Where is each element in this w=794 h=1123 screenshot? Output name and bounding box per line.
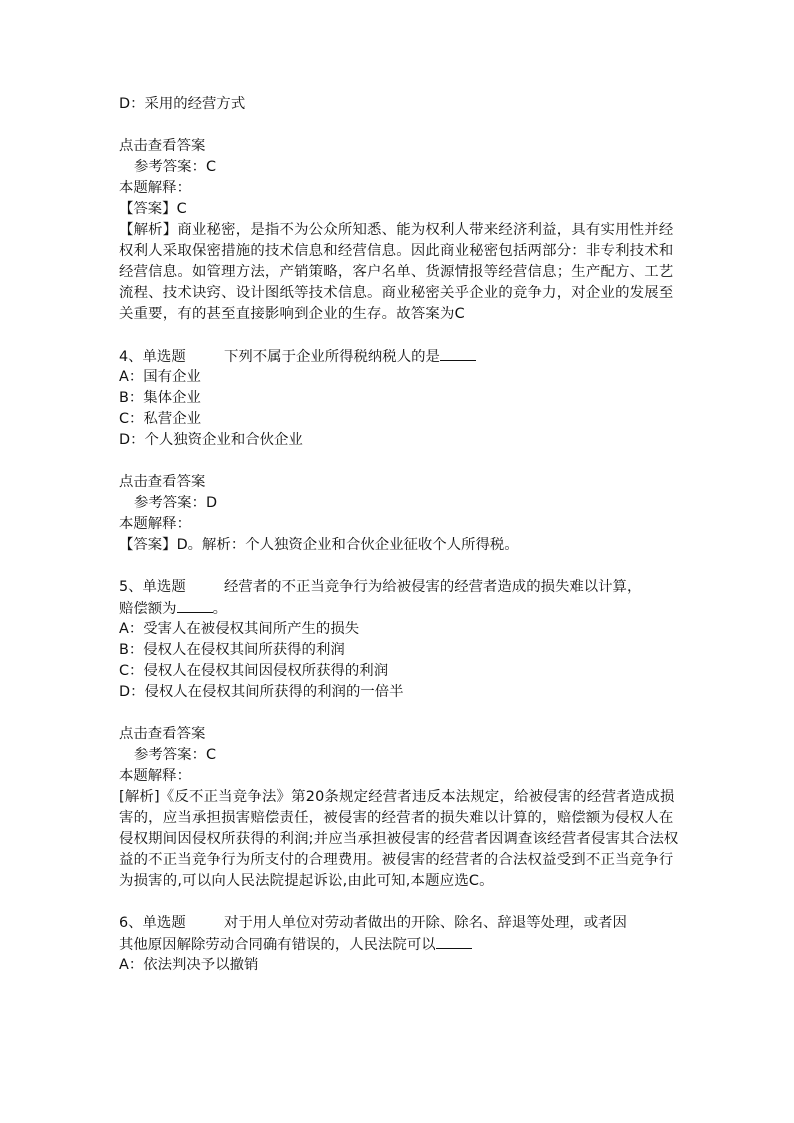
question-text: 下列不属于企业所得税纳税人的是 [224, 349, 440, 365]
question-5-stem [119, 577, 687, 598]
analysis-text: 【解析】商业秘密，是指不为公众所知悉、能为权利人带来经济利益，具有实用性并经权利人采取保密措施的技术信息和经营信息。因此商业秘密包括两部分：非专利技术和经营信息。如管理方法，产销策略，客户名单、货源情报等经营信息；生产配方、工艺流程、技术诀窍、设计图纸等技术信息。商业秘密关乎企业的竞争力，对企业的发展至关重要，有的甚至直接影响到企业的生存。故答案为C [119, 222, 674, 322]
analysis-text: 【答案】D。解析：个人独资企业和合伙企业征收个人所得税。 [119, 537, 519, 553]
option-c: C：私营企业 [119, 411, 202, 427]
show-answer-link[interactable]: 点击查看答案 [119, 138, 206, 154]
question-text: 经营者的不正当竞争行为给被侵害的经营者造成的损失难以计算， [224, 579, 642, 595]
explanation-label: 本题解释： [119, 180, 191, 196]
explanation-label: 本题解释： [119, 768, 191, 784]
question-text: 其他原因解除劳动合同确有错误的，人民法院可以 [119, 937, 436, 953]
answer-blank [436, 934, 472, 949]
option-a: A：国有企业 [119, 369, 201, 385]
show-answer-link[interactable]: 点击查看答案 [119, 726, 206, 742]
question-5-stem-cont [119, 598, 687, 619]
option-a: A：依法判决予以撤销 [119, 957, 259, 973]
reference-answer: 参考答案：C [134, 159, 217, 175]
question-text: 对于用人单位对劳动者做出的开除、除名、辞退等处理，或者因 [224, 915, 627, 931]
show-answer-link[interactable]: 点击查看答案 [119, 474, 206, 490]
option-b: B：集体企业 [119, 390, 201, 406]
question-6-stem-cont [119, 934, 687, 955]
question-number: 6、单选题 [119, 915, 186, 931]
explanation-label: 本题解释： [119, 516, 191, 532]
question-text: 赔偿额为 [119, 601, 177, 617]
document-page [119, 94, 687, 976]
question-number: 4、单选题 [119, 349, 186, 365]
option-d: D：个人独资企业和合伙企业 [119, 432, 303, 448]
question-number: 5、单选题 [119, 579, 186, 595]
question-text-end: 。 [212, 601, 227, 617]
option-d: D：采用的经营方式 [119, 96, 246, 112]
option-c: C：侵权人在侵权其间因侵权所获得的利润 [119, 663, 389, 679]
question-6-stem [119, 913, 687, 934]
question-4-stem [119, 346, 687, 367]
answer-text: 【答案】C [119, 201, 187, 217]
analysis-text: [解析]《反不正当竞争法》第20条规定经营者违反本法规定，给被侵害的经营者造成损害的，应当承担损害赔偿责任，被侵害的经营者的损失难以计算的，赔偿额为侵权人在侵权期间因侵权所获得的利润;并应当承担被侵害的经营者因调查该经营者侵害其合法权益的不正当竞争行为所支付的合理费用。被侵害的经营者的合法权益受到不正当竞争行为损害的,可以向人民法院提起诉讼,由此可知,本题应选C。 [119, 789, 679, 889]
answer-blank [440, 346, 476, 361]
reference-answer: 参考答案：C [134, 747, 217, 763]
option-b: B：侵权人在侵权其间所获得的利润 [119, 642, 345, 658]
answer-blank [177, 598, 213, 613]
option-a: A：受害人在被侵权其间所产生的损失 [119, 621, 360, 637]
reference-answer: 参考答案：D [134, 495, 218, 511]
option-d: D：侵权人在侵权其间所获得的利润的一倍半 [119, 684, 404, 700]
